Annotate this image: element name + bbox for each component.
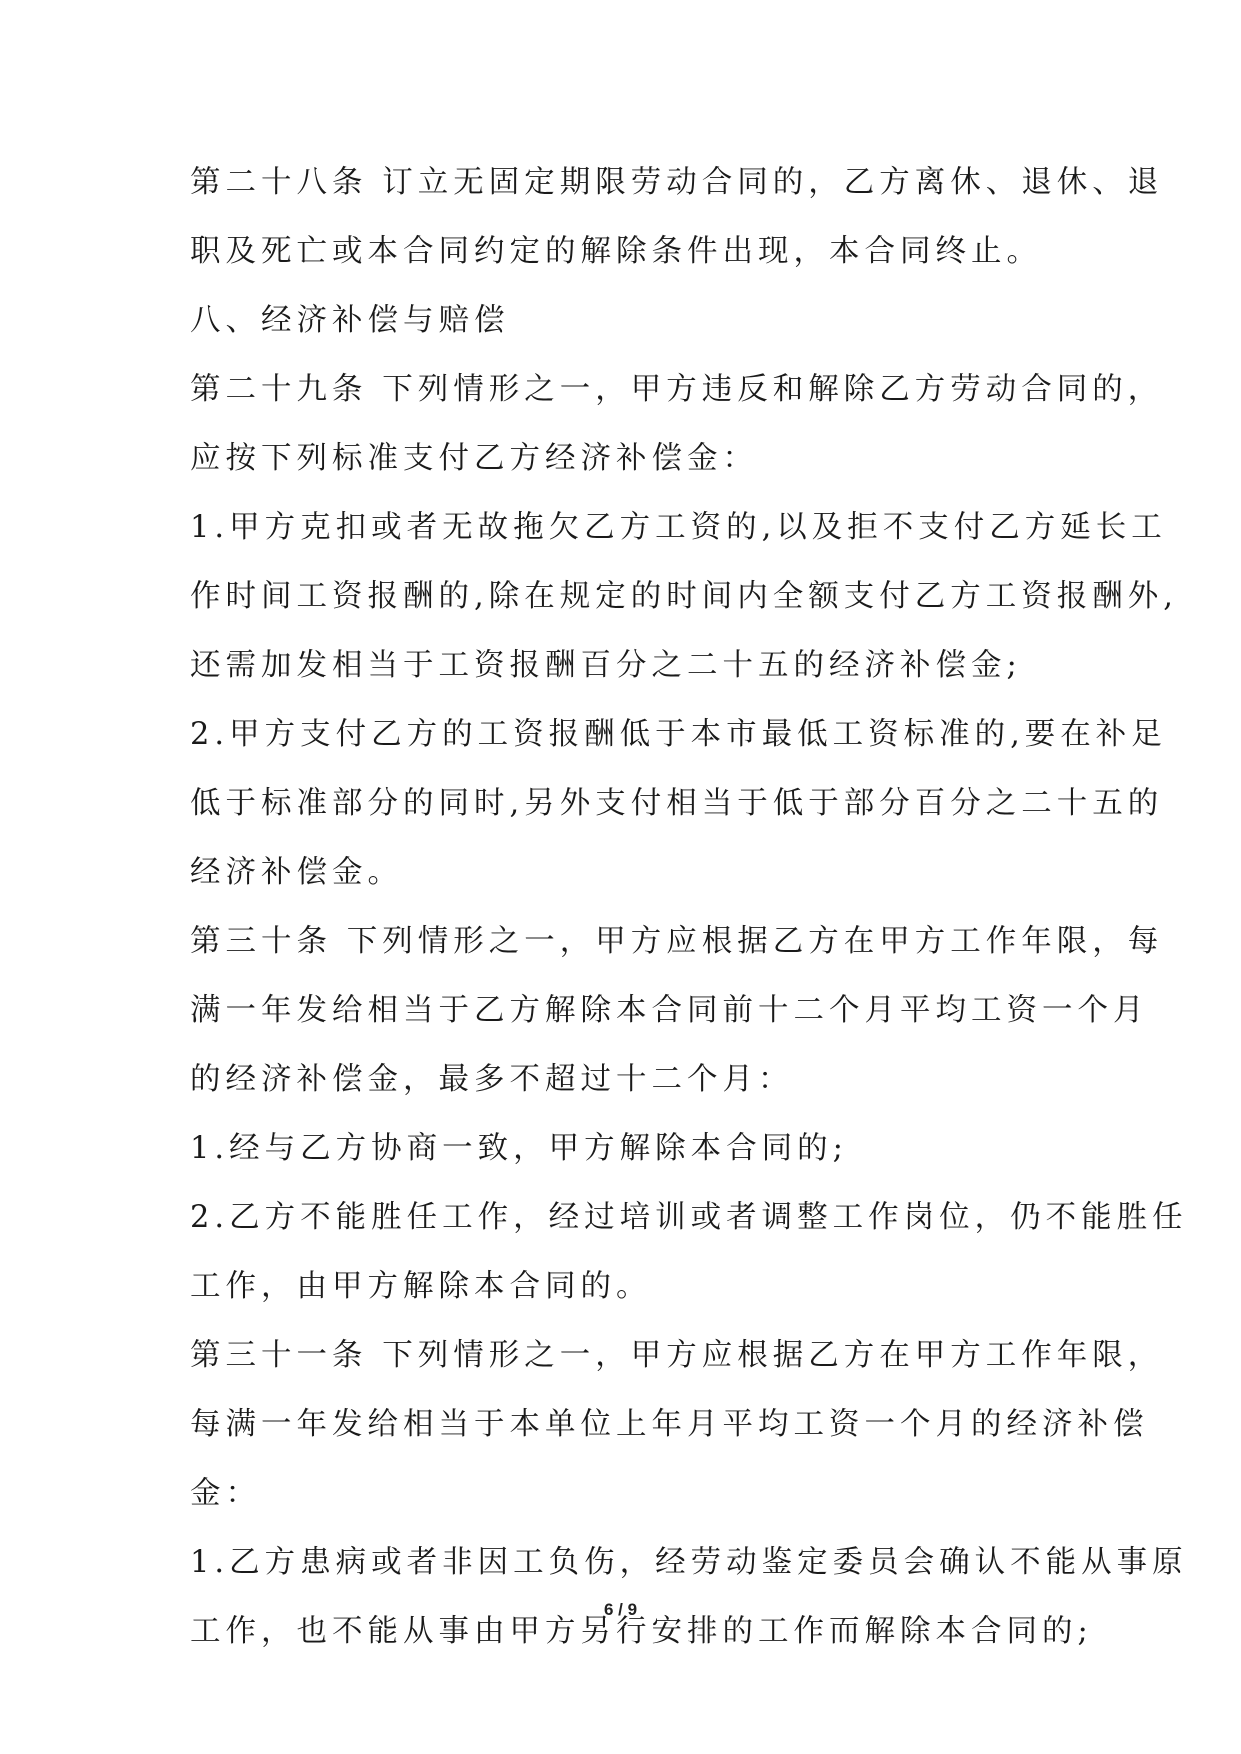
text-line: 第二十八条 订立无固定期限劳动合同的，乙方离休、退休、退 [190, 165, 1164, 200]
text-line: 第三十一条 下列情形之一，甲方应根据乙方在甲方工作年限， [190, 1338, 1164, 1373]
text-line: 经济补偿金。 [190, 855, 403, 890]
text-line: 1.经与乙方协商一致，甲方解除本合同的; [190, 1131, 848, 1166]
text-line: 的经济补偿金，最多不超过十二个月： [190, 1062, 794, 1097]
text-line: 第三十条 下列情形之一，甲方应根据乙方在甲方工作年限，每 [190, 924, 1164, 959]
text-line: 每满一年发给相当于本单位上年月平均工资一个月的经济补偿 [190, 1407, 1149, 1442]
text-line: 1.甲方克扣或者无故拖欠乙方工资的,以及拒不支付乙方延长工 [190, 510, 1167, 545]
text-line: 还需加发相当于工资报酬百分之二十五的经济补偿金; [190, 648, 1022, 683]
text-line: 工作，也不能从事由甲方另行安排的工作而解除本合同的; [190, 1614, 1093, 1649]
text-line: 应按下列标准支付乙方经济补偿金： [190, 441, 758, 476]
text-line: 满一年发给相当于乙方解除本合同前十二个月平均工资一个月 [190, 993, 1149, 1028]
text-line: 2.甲方支付乙方的工资报酬低于本市最低工资标准的,要在补足 [190, 717, 1167, 752]
page-number: 6 / 9 [603, 1600, 638, 1619]
text-line: 2.乙方不能胜任工作，经过培训或者调整工作岗位，仍不能胜任 [190, 1200, 1188, 1235]
text-line: 金： [190, 1476, 261, 1511]
text-line: 作时间工资报酬的,除在规定的时间内全额支付乙方工资报酬外, [190, 579, 1178, 614]
section-heading: 八、经济补偿与赔偿 [190, 303, 510, 338]
text-line: 职及死亡或本合同约定的解除条件出现，本合同终止。 [190, 234, 1042, 269]
text-line: 第二十九条 下列情形之一，甲方违反和解除乙方劳动合同的， [190, 372, 1164, 407]
text-line: 低于标准部分的同时,另外支付相当于低于部分百分之二十五的 [190, 786, 1164, 821]
text-line: 1.乙方患病或者非因工负伤，经劳动鉴定委员会确认不能从事原 [190, 1545, 1188, 1580]
text-line: 工作，由甲方解除本合同的。 [190, 1269, 652, 1304]
document-body [190, 158, 1188, 1676]
